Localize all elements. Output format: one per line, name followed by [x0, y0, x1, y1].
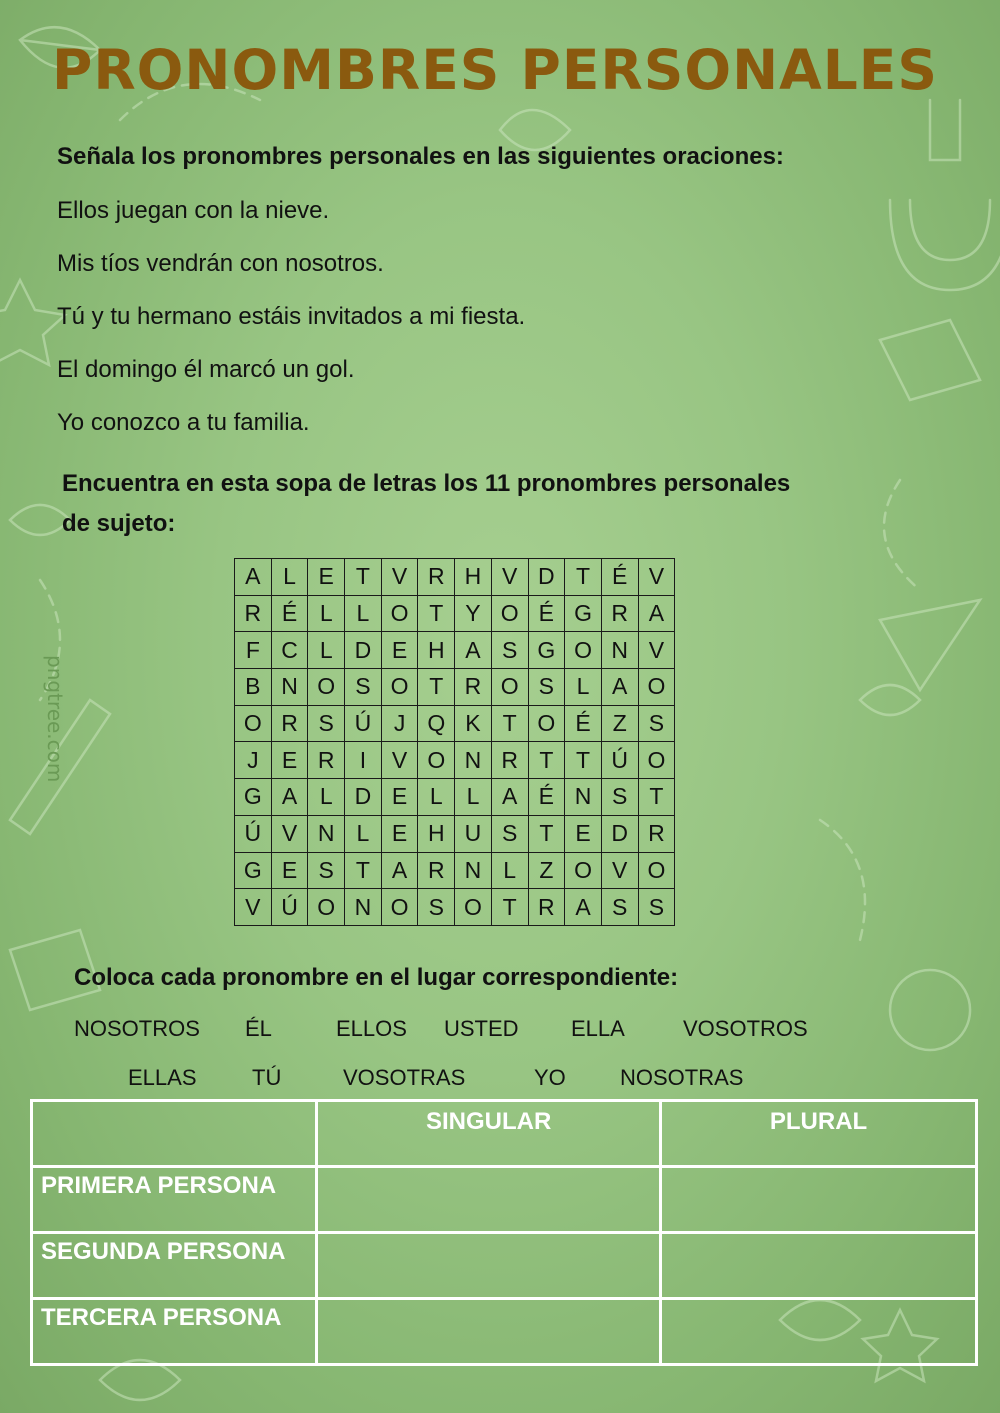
answer-cell-singular[interactable] — [317, 1299, 661, 1365]
pronoun-word: USTED — [444, 1016, 519, 1041]
grid-letter-cell[interactable]: Ú — [345, 705, 382, 742]
grid-row — [235, 705, 675, 742]
grid-letter-cell[interactable]: D — [345, 779, 382, 816]
grid-letter-cell[interactable]: S — [418, 889, 455, 926]
grid-letter-cell[interactable]: V — [638, 559, 675, 596]
section1-heading: Señala los pronombres personales en las siguientes oraciones: — [57, 143, 784, 170]
grid-letter-cell[interactable]: Y — [455, 595, 492, 632]
grid-letter-cell[interactable]: Z — [528, 852, 565, 889]
grid-letter-cell[interactable]: O — [565, 852, 602, 889]
grid-letter-cell[interactable]: G — [235, 779, 272, 816]
table-row — [32, 1233, 977, 1299]
clock-doodle — [890, 970, 970, 1050]
grid-letter-cell[interactable]: É — [565, 705, 602, 742]
grid-letter-cell[interactable]: S — [345, 669, 382, 706]
grid-letter-cell[interactable]: S — [528, 669, 565, 706]
grid-letter-cell[interactable]: T — [418, 669, 455, 706]
grid-letter-cell[interactable]: Q — [418, 705, 455, 742]
grid-letter-cell[interactable]: N — [455, 742, 492, 779]
sentence-4: El domingo él marcó un gol. — [57, 356, 355, 383]
word-search-grid — [234, 558, 675, 926]
grid-letter-cell[interactable]: O — [638, 669, 675, 706]
pronoun-word: VOSOTRAS — [343, 1065, 466, 1090]
grid-letter-cell[interactable]: Ú — [601, 742, 638, 779]
grid-letter-cell[interactable]: S — [638, 705, 675, 742]
grid-letter-cell[interactable]: R — [308, 742, 345, 779]
grid-letter-cell[interactable]: S — [601, 779, 638, 816]
grid-row — [235, 852, 675, 889]
grid-letter-cell[interactable]: O — [308, 889, 345, 926]
grid-letter-cell[interactable]: K — [455, 705, 492, 742]
grid-letter-cell[interactable]: T — [565, 559, 602, 596]
grid-letter-cell[interactable]: E — [271, 852, 308, 889]
grid-letter-cell[interactable]: A — [491, 779, 528, 816]
magnet-doodle — [890, 200, 1000, 290]
grid-letter-cell[interactable]: Ú — [271, 889, 308, 926]
pronoun-classification-table — [30, 1099, 978, 1366]
grid-letter-cell[interactable]: L — [491, 852, 528, 889]
grid-letter-cell[interactable]: O — [381, 889, 418, 926]
grid-letter-cell[interactable]: L — [345, 815, 382, 852]
grid-letter-cell[interactable]: H — [455, 559, 492, 596]
grid-letter-cell[interactable]: R — [418, 852, 455, 889]
section2-heading-line2: de sujeto: — [62, 510, 176, 537]
grid-letter-cell[interactable]: Ú — [235, 815, 272, 852]
row-label-segunda: SEGUNDA PERSONA — [32, 1233, 317, 1299]
grid-letter-cell[interactable]: R — [491, 742, 528, 779]
grid-row — [235, 779, 675, 816]
grid-letter-cell[interactable]: L — [455, 779, 492, 816]
grid-letter-cell[interactable]: T — [491, 705, 528, 742]
leaf-doodle — [10, 505, 70, 535]
grid-row — [235, 669, 675, 706]
grid-letter-cell[interactable]: N — [345, 889, 382, 926]
grid-letter-cell[interactable]: J — [235, 742, 272, 779]
grid-row — [235, 889, 675, 926]
answer-cell-singular[interactable] — [317, 1233, 661, 1299]
grid-letter-cell[interactable]: O — [528, 705, 565, 742]
grid-letter-cell[interactable]: Z — [601, 705, 638, 742]
sentence-3: Tú y tu hermano estáis invitados a mi fiesta. — [57, 303, 526, 330]
sentence-1: Ellos juegan con la nieve. — [57, 197, 330, 224]
grid-letter-cell[interactable]: R — [271, 705, 308, 742]
grid-letter-cell[interactable]: É — [528, 779, 565, 816]
grid-letter-cell[interactable]: N — [565, 779, 602, 816]
grid-letter-cell[interactable]: R — [418, 559, 455, 596]
grid-letter-cell[interactable]: A — [565, 889, 602, 926]
grid-letter-cell[interactable]: N — [601, 632, 638, 669]
grid-letter-cell[interactable]: E — [381, 815, 418, 852]
row-label-primera: PRIMERA PERSONA — [32, 1167, 317, 1233]
grid-letter-cell[interactable]: E — [381, 632, 418, 669]
grid-row — [235, 595, 675, 632]
grid-letter-cell[interactable]: T — [565, 742, 602, 779]
watermark-logo — [26, 655, 86, 795]
grid-letter-cell[interactable]: A — [601, 669, 638, 706]
grid-letter-cell[interactable]: V — [271, 815, 308, 852]
plural-header: PLURAL — [661, 1101, 977, 1167]
grid-letter-cell[interactable]: É — [528, 595, 565, 632]
grid-letter-cell[interactable]: B — [235, 669, 272, 706]
pronoun-word: VOSOTROS — [683, 1016, 808, 1041]
grid-letter-cell[interactable]: É — [601, 559, 638, 596]
grid-letter-cell[interactable]: O — [235, 705, 272, 742]
pronoun-word: YO — [534, 1065, 566, 1090]
grid-letter-cell[interactable]: S — [308, 852, 345, 889]
grid-row — [235, 815, 675, 852]
triangle-ruler-doodle — [880, 600, 980, 690]
grid-letter-cell[interactable]: O — [565, 632, 602, 669]
grid-letter-cell[interactable]: E — [271, 742, 308, 779]
grid-letter-cell[interactable]: D — [601, 815, 638, 852]
pronoun-word: ÉL — [245, 1016, 272, 1041]
grid-letter-cell[interactable]: O — [491, 595, 528, 632]
grid-letter-cell[interactable]: V — [638, 632, 675, 669]
sentence-5: Yo conozco a tu familia. — [57, 409, 310, 436]
dashed-curve-doodle — [820, 820, 865, 940]
grid-letter-cell[interactable]: S — [638, 889, 675, 926]
grid-letter-cell[interactable]: É — [271, 595, 308, 632]
book-doodle — [880, 320, 980, 400]
grid-letter-cell[interactable]: L — [308, 595, 345, 632]
grid-letter-cell[interactable]: N — [308, 815, 345, 852]
grid-letter-cell[interactable]: R — [638, 815, 675, 852]
grid-letter-cell[interactable]: R — [601, 595, 638, 632]
grid-letter-cell[interactable]: L — [418, 779, 455, 816]
grid-letter-cell[interactable]: O — [455, 889, 492, 926]
grid-letter-cell[interactable]: O — [638, 852, 675, 889]
grid-letter-cell[interactable]: L — [565, 669, 602, 706]
grid-letter-cell[interactable]: L — [308, 632, 345, 669]
grid-letter-cell[interactable]: L — [308, 779, 345, 816]
leaf-doodle — [860, 685, 920, 715]
grid-letter-cell[interactable]: O — [491, 669, 528, 706]
grid-letter-cell[interactable]: E — [308, 559, 345, 596]
beaker-doodle — [930, 100, 960, 160]
grid-letter-cell[interactable]: R — [528, 889, 565, 926]
grid-letter-cell[interactable]: H — [418, 815, 455, 852]
grid-letter-cell[interactable]: I — [345, 742, 382, 779]
grid-letter-cell[interactable]: N — [271, 669, 308, 706]
grid-letter-cell[interactable]: U — [455, 815, 492, 852]
watermark-text: pngtree.com — [43, 655, 67, 783]
answer-cell-singular[interactable] — [317, 1167, 661, 1233]
grid-letter-cell[interactable]: T — [418, 595, 455, 632]
grid-letter-cell[interactable]: T — [345, 559, 382, 596]
answer-cell-plural[interactable] — [661, 1167, 977, 1233]
table-row — [32, 1299, 977, 1365]
grid-letter-cell[interactable]: O — [381, 669, 418, 706]
grid-letter-cell[interactable]: O — [308, 669, 345, 706]
leaf-doodle — [100, 1360, 180, 1400]
grid-letter-cell[interactable]: T — [638, 779, 675, 816]
grid-letter-cell[interactable]: N — [455, 852, 492, 889]
grid-letter-cell[interactable]: T — [528, 742, 565, 779]
grid-letter-cell[interactable]: O — [381, 595, 418, 632]
grid-letter-cell[interactable]: J — [381, 705, 418, 742]
pronoun-word: ELLAS — [128, 1065, 197, 1090]
grid-letter-cell[interactable]: R — [235, 595, 272, 632]
table-row — [32, 1167, 977, 1233]
grid-letter-cell[interactable]: D — [528, 559, 565, 596]
grid-letter-cell[interactable]: A — [381, 852, 418, 889]
grid-letter-cell[interactable]: T — [345, 852, 382, 889]
grid-letter-cell[interactable]: V — [601, 852, 638, 889]
grid-letter-cell[interactable]: R — [455, 669, 492, 706]
grid-letter-cell[interactable]: S — [308, 705, 345, 742]
grid-letter-cell[interactable]: T — [491, 889, 528, 926]
pronoun-word: ELLOS — [336, 1016, 407, 1041]
pronoun-word: NOSOTROS — [74, 1016, 200, 1041]
grid-letter-cell[interactable]: C — [271, 632, 308, 669]
grid-row — [235, 742, 675, 779]
grid-letter-cell[interactable]: G — [235, 852, 272, 889]
answer-cell-plural[interactable] — [661, 1233, 977, 1299]
table-header-row — [32, 1101, 977, 1167]
grid-letter-cell[interactable]: L — [271, 559, 308, 596]
grid-letter-cell[interactable]: V — [381, 559, 418, 596]
section2-heading-line1: Encuentra en esta sopa de letras los 11 pronombres personales — [62, 470, 791, 497]
grid-letter-cell[interactable]: V — [491, 559, 528, 596]
row-label-tercera: TERCERA PERSONA — [32, 1299, 317, 1365]
grid-letter-cell[interactable]: A — [271, 779, 308, 816]
grid-letter-cell[interactable]: F — [235, 632, 272, 669]
answer-cell-plural[interactable] — [661, 1299, 977, 1365]
grid-letter-cell[interactable]: A — [235, 559, 272, 596]
grid-letter-cell[interactable]: O — [418, 742, 455, 779]
grid-letter-cell[interactable]: H — [418, 632, 455, 669]
grid-letter-cell[interactable]: V — [235, 889, 272, 926]
pronoun-word: ELLA — [571, 1016, 625, 1041]
grid-row — [235, 559, 675, 596]
grid-letter-cell[interactable]: A — [455, 632, 492, 669]
table-corner-cell — [32, 1101, 317, 1167]
grid-row — [235, 632, 675, 669]
grid-letter-cell[interactable]: S — [491, 632, 528, 669]
pronoun-word: NOSOTRAS — [620, 1065, 744, 1090]
pronoun-word: TÚ — [252, 1065, 282, 1090]
grid-letter-cell[interactable]: E — [381, 779, 418, 816]
grid-letter-cell[interactable]: D — [345, 632, 382, 669]
grid-letter-cell[interactable]: O — [638, 742, 675, 779]
singular-header: SINGULAR — [317, 1101, 661, 1167]
grid-letter-cell[interactable]: S — [491, 815, 528, 852]
page-title: PRONOMBRES PERSONALES — [52, 38, 938, 102]
grid-letter-cell[interactable]: L — [345, 595, 382, 632]
section3-heading: Coloca cada pronombre en el lugar correspondiente: — [74, 964, 679, 991]
star-doodle — [0, 280, 65, 365]
grid-letter-cell[interactable]: T — [528, 815, 565, 852]
dashed-curve-doodle — [884, 480, 920, 590]
sentence-2: Mis tíos vendrán con nosotros. — [57, 250, 384, 277]
grid-letter-cell[interactable]: G — [565, 595, 602, 632]
grid-letter-cell[interactable]: E — [565, 815, 602, 852]
grid-letter-cell[interactable]: A — [638, 595, 675, 632]
grid-letter-cell[interactable]: S — [601, 889, 638, 926]
grid-letter-cell[interactable]: V — [381, 742, 418, 779]
grid-letter-cell[interactable]: G — [528, 632, 565, 669]
